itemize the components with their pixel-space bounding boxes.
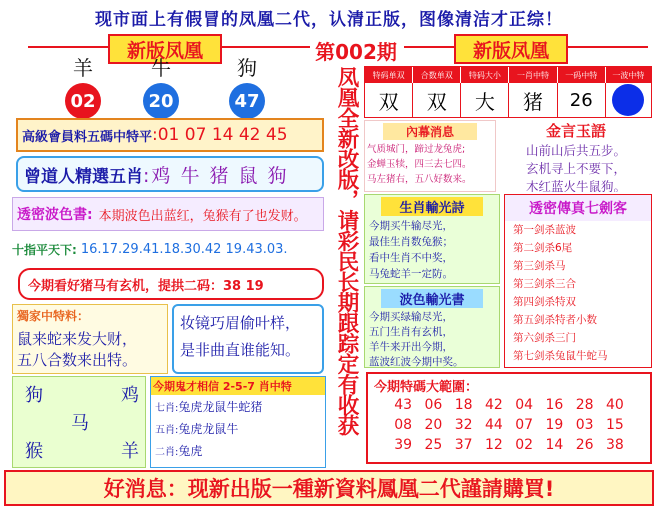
inside-news-line-1: 气质城门，蹄过龙兔虎; (367, 144, 466, 155)
poem-zodiac-title: 生肖輸光詩 (381, 197, 483, 216)
inside-news-line-3: 马左猪右，五八好数来。 (367, 174, 472, 185)
golden-words-box (500, 120, 652, 192)
new-edition-badge-right (454, 34, 568, 64)
zodiac-animal-1: 羊 (73, 56, 93, 80)
five-code-label: 高級會員料五碼中特平 (22, 129, 153, 145)
zodiac-number-1: 02 (70, 90, 96, 112)
zodiac-panel (40, 52, 300, 114)
poem-wave-line-4: 蓝波红波今期中奖。 (369, 356, 464, 368)
footer-text: 好消息：现新出版一種新資料鳳凰二代謹請購買! (103, 477, 555, 501)
exclusive-box (12, 304, 168, 374)
range-num: 44 (484, 417, 503, 433)
value-cell: 26 (558, 83, 606, 117)
range-num: 18 (454, 397, 473, 413)
ghost-row-2 (151, 417, 325, 439)
range-num: 39 (394, 437, 413, 453)
vertical-slogan-text: 凤凰全新改版，请彩民长期跟踪定有收获 (334, 66, 359, 435)
poem-wave-title: 波色輸光書 (381, 289, 483, 308)
inside-news-line-2: 金蝉玉犊，四三去七四。 (367, 159, 472, 170)
ten-codes-box (12, 234, 324, 264)
ghost-row-1 (151, 395, 325, 417)
range-num: 15 (605, 417, 624, 433)
poem-zodiac-line-3: 看中生肖不中奖， (369, 252, 453, 264)
range-num: 02 (515, 437, 534, 453)
poem-zodiac-box (364, 194, 500, 284)
sword-item: 第二剑杀6尾 (513, 242, 573, 254)
header-cell: 一肖中特 (509, 67, 557, 83)
zodiac-2 (138, 52, 184, 114)
banner-text: 现市面上有假冒的凤凰二代，认清正版，图像清洁才正综！ (95, 9, 563, 30)
exclusive-line-1: 鼠来蛇来发大财， (17, 330, 138, 348)
range-num: 40 (605, 397, 624, 413)
ghost-row-label: 五肖: (155, 424, 179, 436)
result-table-header (365, 67, 651, 83)
poem-wave-line-2: 五门生肖有玄机， (369, 326, 453, 338)
result-table-values (365, 83, 651, 117)
range-num: 08 (394, 417, 413, 433)
range-num: 06 (424, 397, 443, 413)
golden-words-title: 金言玉語 (545, 122, 606, 140)
range-num: 37 (454, 437, 473, 453)
five-animals-values: :鸡 牛 猪 鼠 狗 (143, 164, 289, 187)
range-num: 20 (424, 417, 443, 433)
zodiac-animal-3: 狗 (237, 56, 257, 80)
five-code-values: :01 07 14 42 45 (152, 125, 288, 145)
issue-number: 第002期 (315, 40, 397, 64)
ghost-box (150, 376, 326, 468)
golden-line-1: 山前山后共五步。 (525, 143, 626, 158)
ten-codes-values: 16.17.29.41.18.30.42 19.43.03. (80, 241, 288, 257)
value-cell: 双 (413, 83, 461, 117)
range-num: 12 (484, 437, 503, 453)
range-num: 07 (515, 417, 534, 433)
zodiac-number-3: 47 (234, 90, 260, 112)
animal-grid-box (12, 376, 146, 468)
sword-item: 第四剑杀特双 (513, 296, 576, 308)
zodiac-number-2: 20 (148, 90, 174, 112)
two-codes-box (18, 268, 324, 300)
range-num: 43 (394, 397, 413, 413)
inside-news-box (364, 120, 496, 192)
exclusive-label: 獨家中特料： (17, 309, 90, 323)
range-num: 14 (545, 437, 564, 453)
ghost-row-3 (151, 439, 325, 461)
five-code-box (16, 118, 324, 152)
mirror-line-1: 妆镜巧眉偷叶样， (180, 314, 301, 332)
range-title: 今期特碼大範圍： (374, 380, 479, 395)
vertical-slogan (328, 66, 364, 466)
zodiac-ball-1 (65, 83, 101, 119)
top-banner (0, 0, 658, 34)
mirror-line-2: 是非曲直谁能知。 (180, 341, 301, 359)
ten-codes-label: 十指平天下: (12, 242, 77, 257)
range-num: 16 (545, 397, 564, 413)
header-line-right (568, 46, 648, 48)
wave-book-box (12, 197, 324, 231)
header-line-mid1 (222, 46, 310, 48)
range-row-2 (368, 417, 650, 433)
range-row-3 (368, 437, 650, 453)
seven-swords-box (504, 194, 652, 368)
header-cell: 一码中特 (558, 67, 606, 83)
ghost-row-label: 七肖: (155, 402, 179, 414)
sword-item: 第六剑杀三门 (513, 332, 576, 344)
range-num: 19 (545, 417, 564, 433)
header-cell: 一波中特 (612, 70, 645, 80)
grid-animal-d: 猴 (25, 441, 43, 462)
exclusive-line-2: 五八合数来出特。 (17, 351, 138, 369)
ghost-title: 今期鬼才相信 2-5-7 肖中特 (153, 380, 292, 393)
seven-swords-title: 透密傳真七劍客 (505, 195, 651, 221)
two-codes-text: 今期看好猪马有玄机，提拱二码：38 19 (28, 278, 264, 294)
range-num: 25 (424, 437, 443, 453)
grid-animal-e: 羊 (121, 441, 139, 462)
wave-book-label: 透密波色書: (17, 207, 93, 223)
golden-line-3: 木红蓝火牛鼠狗。 (525, 179, 626, 192)
inside-news-title: 內幕消息 (383, 123, 477, 140)
poem-zodiac-line-2: 最佳生肖数兔猴； (369, 236, 453, 248)
value-cell: 猪 (509, 83, 557, 117)
wave-book-text: 本期波色出蓝红，兔猴有了也发财。 (98, 208, 307, 224)
header-cell: 合数单双 (413, 67, 461, 83)
poem-zodiac-line-1: 今期买牛输尽光， (369, 220, 453, 232)
range-num: 26 (575, 437, 594, 453)
range-num: 03 (575, 417, 594, 433)
range-num: 04 (515, 397, 534, 413)
range-num: 28 (575, 397, 594, 413)
sword-item: 第一剑杀蓝波 (513, 224, 576, 236)
five-animals-label: 曾道人精選五肖 (24, 166, 143, 187)
footer-banner (4, 470, 654, 506)
grid-animal-b: 鸡 (121, 385, 139, 406)
zodiac-ball-2 (143, 83, 179, 119)
ghost-row-text: 兔虎龙鼠牛 (178, 421, 239, 436)
poem-wave-line-3: 羊牛来开出今期， (369, 341, 453, 353)
zodiac-3 (224, 52, 270, 114)
poem-wave-line-1: 今期买绿输尽光， (369, 311, 453, 323)
header-cell: 特码大小 (461, 67, 509, 83)
sword-item: 第三剑杀三合 (513, 278, 576, 290)
grid-animal-a: 狗 (25, 385, 43, 406)
value-cell: 双 (365, 83, 413, 117)
header-line-left (28, 46, 108, 48)
ghost-title-bar (151, 377, 325, 395)
sword-item: 第五剑杀特者小数 (513, 314, 597, 326)
zodiac-animal-2: 牛 (151, 56, 171, 80)
ghost-row-text: 兔虎 (178, 443, 203, 458)
mirror-box (172, 304, 324, 374)
wave-cell (606, 83, 651, 117)
range-box (366, 372, 652, 464)
zodiac-1 (60, 52, 106, 114)
value-cell: 大 (461, 83, 509, 117)
ghost-row-text: 兔虎龙鼠牛蛇猪 (178, 399, 263, 414)
five-animals-box (16, 156, 324, 192)
new-edition-label-right: 新版凤凰 (472, 39, 549, 62)
new-edition-label: 新版凤凰 (126, 39, 203, 62)
range-num: 42 (484, 397, 503, 413)
zodiac-ball-3 (229, 83, 265, 119)
range-num: 32 (454, 417, 473, 433)
poem-zodiac-line-4: 马兔蛇羊一定防。 (369, 268, 453, 280)
poem-wave-box (364, 286, 500, 368)
header-cell: 特码单双 (365, 67, 413, 83)
golden-line-2: 玄机寻上不要下， (525, 161, 626, 176)
sword-item: 第七剑杀兔鼠牛蛇马 (513, 350, 608, 362)
range-num: 38 (605, 437, 624, 453)
range-row-1 (368, 397, 650, 413)
ghost-row-label: 二肖: (155, 446, 179, 458)
blue-wave-ball (612, 84, 644, 116)
sword-item: 第三剑杀马 (513, 260, 566, 272)
result-table (364, 66, 652, 118)
grid-animal-c: 马 (71, 413, 89, 434)
header-line-mid2 (404, 46, 454, 48)
